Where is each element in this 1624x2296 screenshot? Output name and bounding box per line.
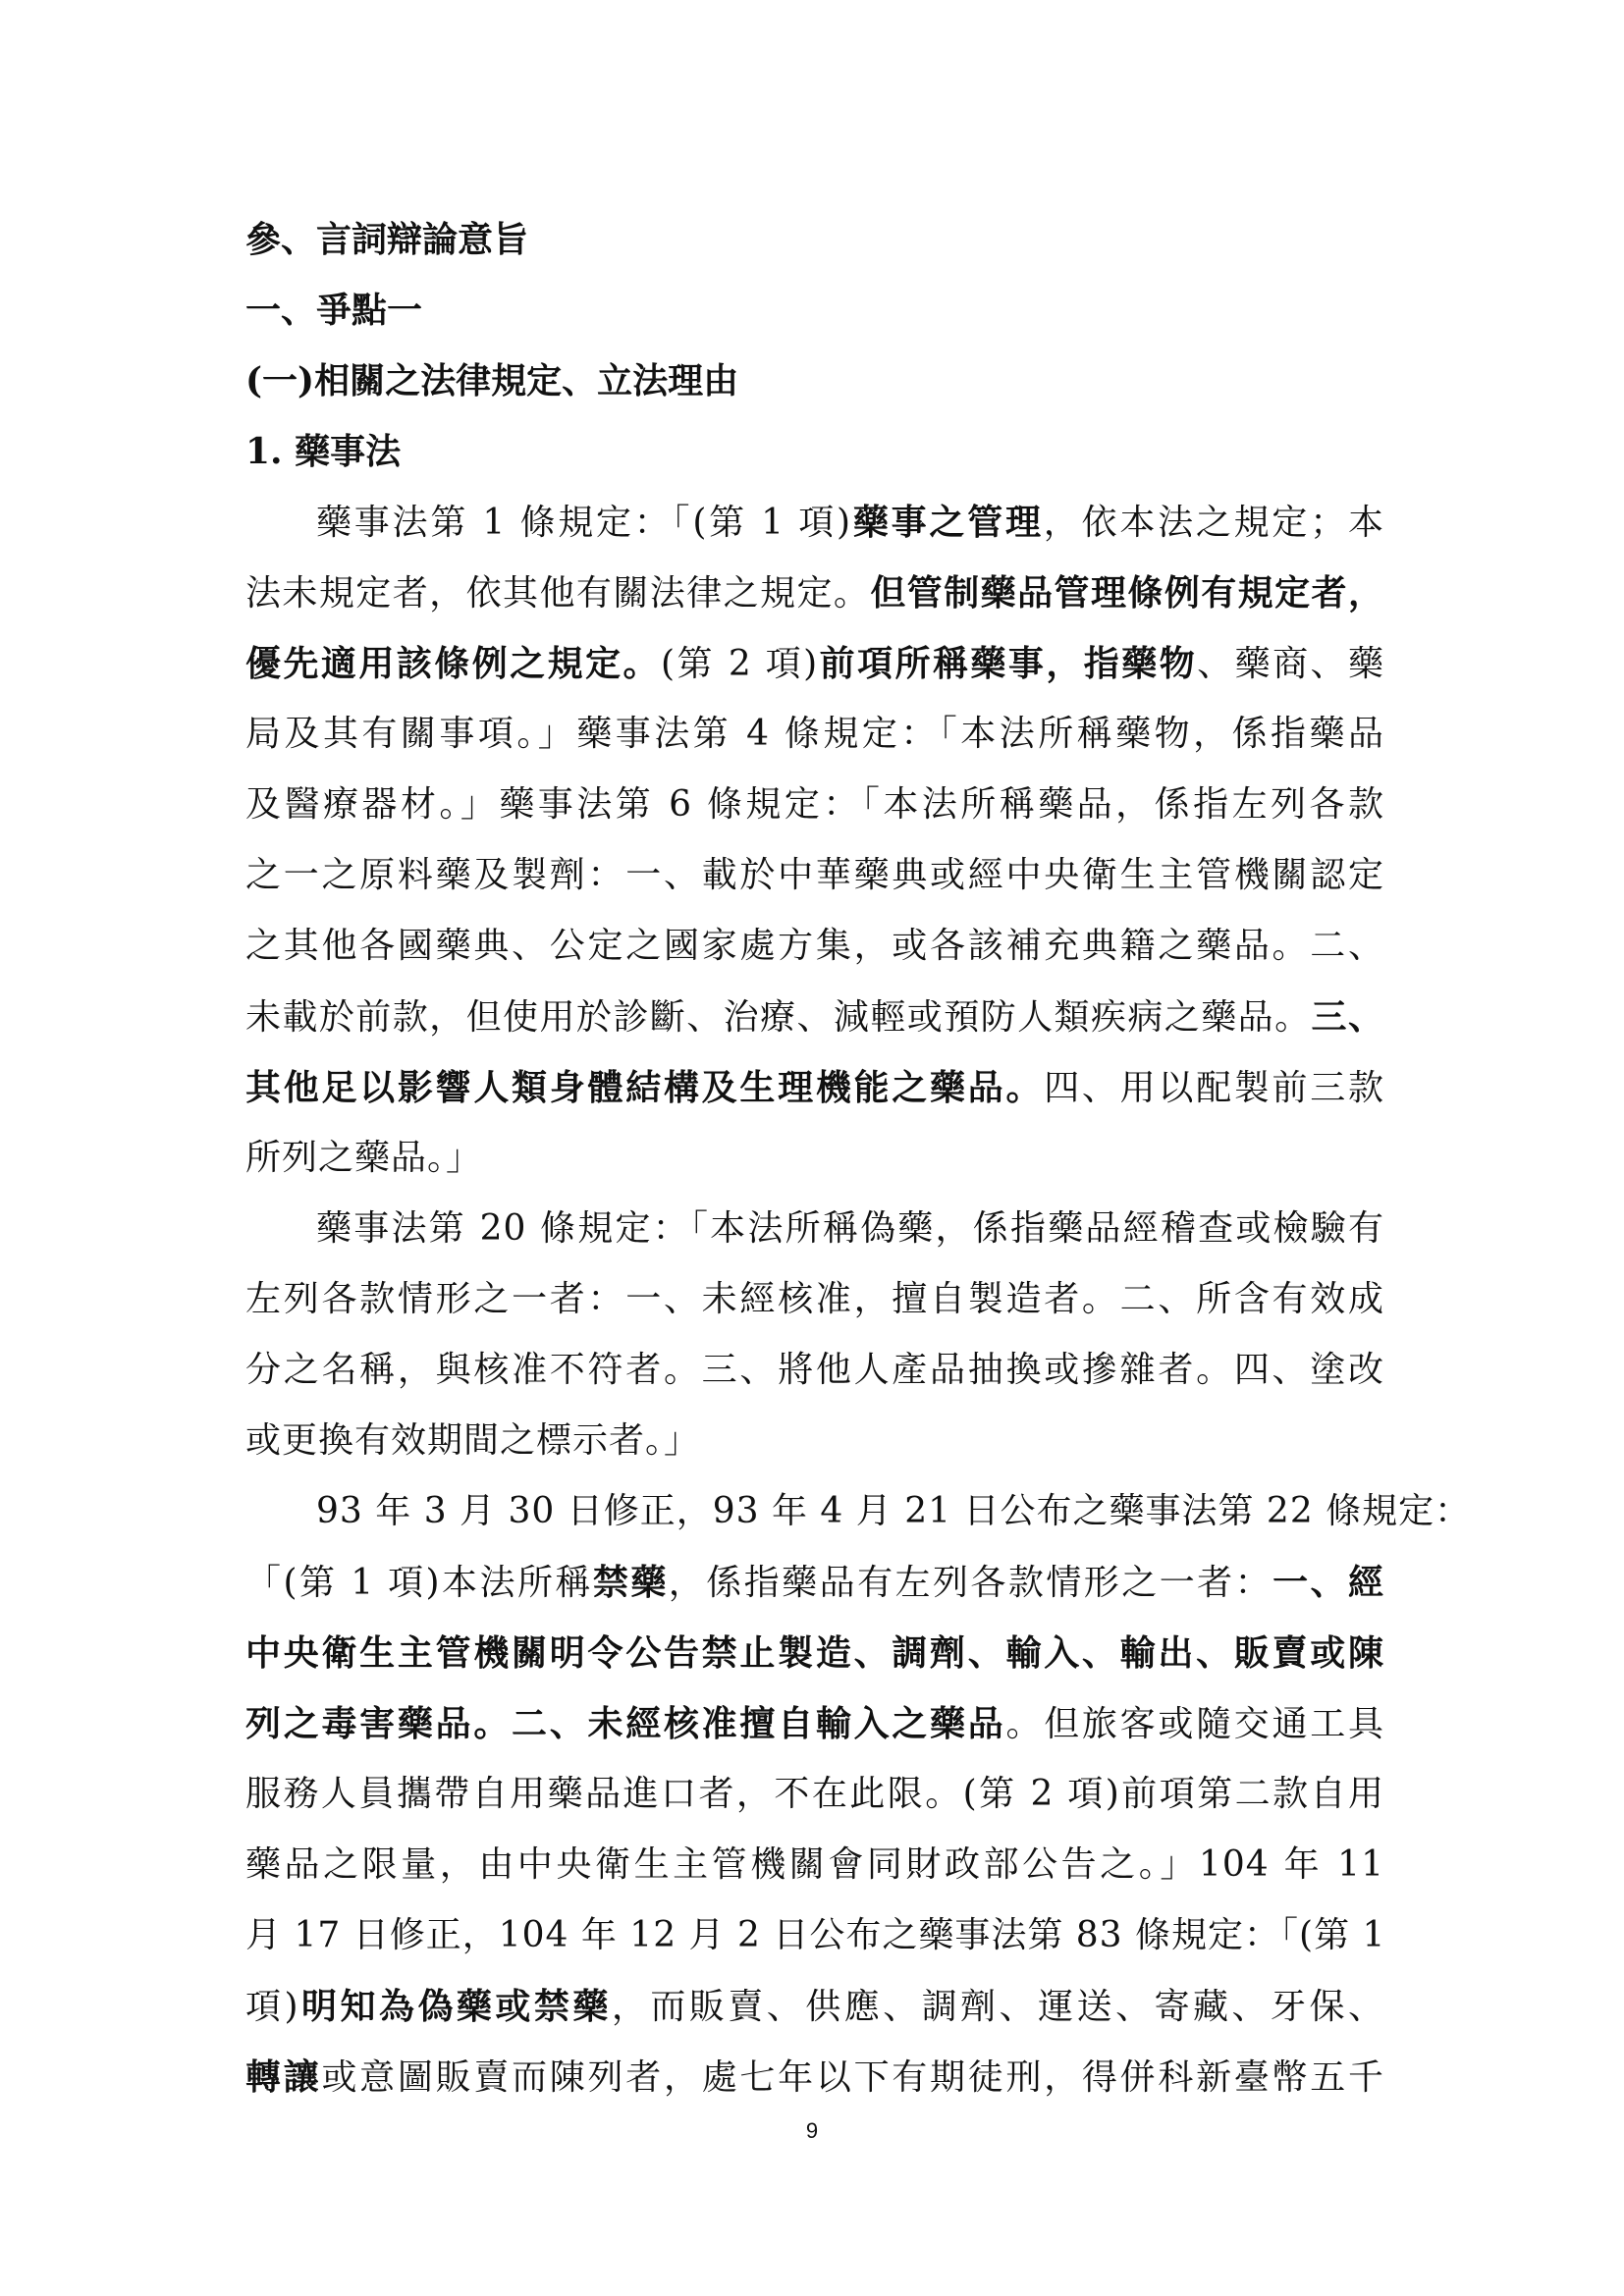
bold-text: 其他足以影響人類身體結構及生理機能之藥品。 — [245, 1067, 1045, 1108]
paragraph2-line2: 左列各款情形之一者：一、未經核准，擅自製造者。二、所含有效成 — [245, 1279, 1384, 1319]
paragraph1-line10: 所列之藥品。」 — [245, 1138, 483, 1178]
text-span: 藥事法第 1 條規定：「(第 1 項) — [316, 503, 852, 543]
bold-text: 三、 — [1311, 996, 1384, 1038]
text-span: 、藥商、藥 — [1197, 644, 1384, 684]
text-span: 法未規定者，依其他有關法律之規定。 — [245, 573, 871, 614]
bold-text: 前項所稱藥事，指藥物 — [818, 643, 1198, 684]
paragraph3-line5: 服務人員攜帶自用藥品進口者，不在此限。(第 2 項)前項第二款自用 — [245, 1774, 1384, 1814]
paragraph3-line8 — [245, 1983, 1384, 2031]
paragraph3-line2 — [245, 1559, 1384, 1607]
text-span: 「(第 1 項)本法所稱 — [245, 1563, 593, 1603]
paragraph3-line9 — [245, 2054, 1384, 2102]
text-span: ，係指藥品有左列各款情形之一者： — [668, 1563, 1273, 1603]
paragraph1-line2 — [245, 569, 1384, 617]
paragraph3-line6: 藥品之限量，由中央衛生主管機關會同財政部公告之。」104 年 11 — [245, 1844, 1384, 1885]
bold-text: 列之毒害藥品。二、未經核准擅自輸入之藥品 — [245, 1703, 1006, 1744]
paragraph1-line9 — [245, 1064, 1384, 1112]
text-span: 或意圖販賣而陳列者，處七年以下有期徒刑，得併科新臺幣五千 — [321, 2057, 1384, 2098]
paragraph3-line7: 月 17 日修正，104 年 12 月 2 日公布之藥事法第 83 條規定：「(第 1 — [245, 1915, 1386, 1955]
paragraph1-line3 — [245, 640, 1384, 688]
text-span: ，依本法之規定；本 — [1043, 503, 1384, 543]
paragraph2-line4: 或更換有效期間之標示者。」 — [245, 1420, 701, 1461]
text-span: 四、用以配製前三款 — [1044, 1068, 1384, 1108]
section-heading: 參、言詞辯論意旨 — [245, 219, 529, 260]
text-span: 項) — [245, 1987, 299, 2027]
paragraph1-line5: 及醫療器材。」藥事法第 6 條規定：「本法所稱藥品，係指左列各款 — [245, 784, 1384, 825]
paragraph1-line8 — [245, 993, 1384, 1041]
bold-text: 一、經 — [1272, 1562, 1384, 1603]
text-span: (第 2 項) — [661, 644, 819, 684]
paragraph1-line4: 局及其有關事項。」藥事法第 4 條規定：「本法所稱藥物，係指藥品 — [245, 714, 1384, 754]
paragraph2-line1: 藥事法第 20 條規定：「本法所稱偽藥，係指藥品經稽查或檢驗有 — [316, 1208, 1384, 1249]
paragraph1-line6: 之一之原料藥及製劑：一、載於中華藥典或經中央衛生主管機關認定 — [245, 855, 1384, 895]
bold-text: 轉讓 — [245, 2056, 322, 2098]
bold-text: 明知為偽藥或禁藥 — [298, 1986, 612, 2027]
text-span: ，而販賣、供應、調劑、運送、寄藏、牙保、 — [611, 1987, 1384, 2027]
text-span: 。但旅客或隨交通工具 — [1005, 1704, 1384, 1744]
bold-text: 藥事之管理 — [851, 502, 1044, 543]
issue-heading: 一、爭點一 — [245, 290, 423, 331]
bold-text: 但管制藥品管理條例有規定者， — [870, 572, 1384, 614]
bold-text: 優先適用該條例之規定。 — [245, 643, 661, 684]
law-heading: 1. 藥事法 — [245, 431, 402, 472]
page-number: 9 — [805, 2118, 819, 2143]
text-span: 未載於前款，但使用於診斷、治療、減輕或預防人類疾病之藥品。 — [245, 997, 1312, 1038]
paragraph2-line3: 分之名稱，與核准不符者。三、將他人產品抽換或摻雜者。四、塗改 — [245, 1350, 1384, 1390]
paragraph1-line7: 之其他各國藥典、公定之國家處方集，或各該補充典籍之藥品。二、 — [245, 926, 1384, 966]
paragraph3-line1: 93 年 3 月 30 日修正，93 年 4 月 21 日公布之藥事法第 22 條規定： — [316, 1491, 1472, 1531]
bold-text: 禁藥 — [592, 1562, 669, 1603]
bold-text: 中央衛生主管機關明令公告禁止製造、調劑、輸入、輸出、販賣或陳 — [245, 1632, 1384, 1674]
paragraph1-line1 — [316, 499, 1384, 547]
paragraph3-line4 — [245, 1700, 1384, 1748]
subsection-heading: (一)相關之法律規定、立法理由 — [245, 360, 739, 401]
paragraph3-line3 — [245, 1629, 1384, 1678]
